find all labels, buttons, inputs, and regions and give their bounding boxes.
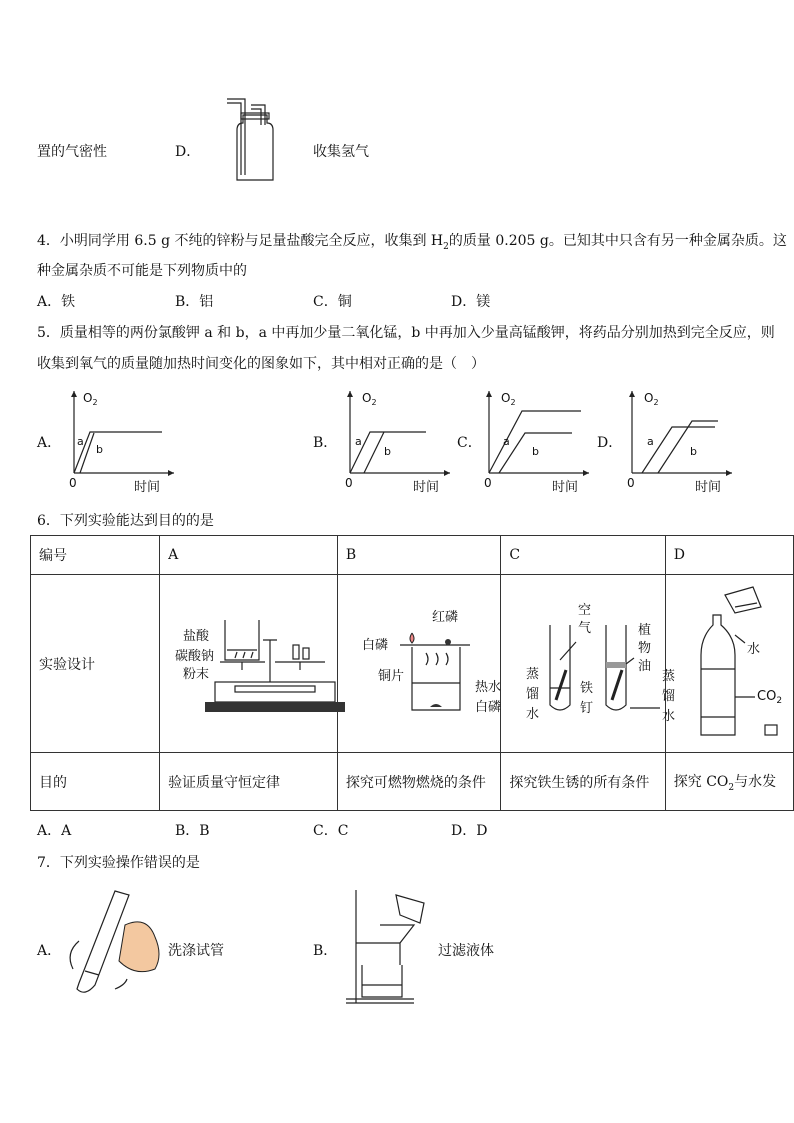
row-design-label: 实验设计 (31, 575, 160, 753)
graph-a-origin: 0 (69, 476, 77, 490)
graph-c-origin: 0 (484, 476, 492, 490)
label-powder: 粉末 (183, 667, 210, 682)
table-header-c: C (501, 536, 665, 575)
q3-option-d-label: D． (175, 144, 201, 160)
goal-cell-b: 探究可燃物燃烧的条件 (337, 753, 500, 811)
balance-figure (175, 600, 345, 720)
goal-cell-c: 探究铁生锈的所有条件 (501, 753, 665, 811)
label-air-1: 空 (578, 603, 592, 618)
table-header-a: A (160, 536, 338, 575)
graph-a-x-label: 时间 (134, 480, 161, 495)
graph-b-curve-a: a (355, 435, 362, 448)
graph-c-curve-a: a (503, 435, 510, 448)
q4-stem-line2: 种金属杂质不可能是下列物质中的 (37, 263, 247, 279)
test-tube-washing-figure (55, 885, 175, 1005)
table-header-d: D (665, 536, 793, 575)
graph-c-x-label: 时间 (552, 480, 579, 495)
q7-option-a-label: A． (37, 943, 62, 959)
label-water: 水 (747, 642, 761, 657)
goal-cell-d: 探究 $CO_2$与水发 (665, 753, 793, 811)
label-water-2c: 水 (662, 709, 676, 724)
q5-stem-line1: 5．质量相等的两份氯酸钾 a 和 b，a 中再加少量二氧化锰，b 中再加入少量高锰酸钾，将药品分别加热到完全反应，则 (37, 325, 775, 341)
graph-c-curve-b: b (532, 445, 539, 458)
graph-a (62, 385, 182, 495)
q4-option-c: C．铜 (313, 294, 352, 310)
q3-option-d-text: 收集氢气 (313, 144, 369, 160)
q4-option-a: A．铁 (37, 294, 76, 310)
q3-option-c-text: 置的气密性 (37, 144, 107, 160)
label-oil-3: 油 (638, 659, 652, 674)
q6-option-b: B．B (175, 823, 210, 839)
q5-stem-line2: 收集到氧气的质量随加热时间变化的图象如下，其中相对正确的是（ ） (37, 356, 485, 372)
label-oil-2: 物 (638, 641, 652, 656)
q6-option-d: D．D (451, 823, 488, 839)
label-hcl: 盐酸 (183, 629, 210, 644)
q7-option-b-text: 过滤液体 (438, 943, 494, 959)
graph-d-y-label: $O_2$ (644, 391, 659, 407)
graph-d-curve-a: a (647, 435, 654, 448)
graph-a-curve-b: b (96, 443, 103, 456)
label-water-2a: 蒸 (662, 669, 676, 684)
q7-option-a-text: 洗涤试管 (168, 943, 224, 959)
label-oil-1: 植 (638, 623, 652, 638)
q7-option-b-label: B． (313, 943, 338, 959)
label-water-1a: 蒸 (526, 667, 540, 682)
graph-b-x-label: 时间 (413, 480, 440, 495)
combustion-figure (360, 605, 520, 720)
graph-b-curve-b: b (384, 445, 391, 458)
rusting-figure (520, 600, 690, 725)
graph-d (620, 385, 740, 495)
graph-b-origin: 0 (345, 476, 353, 490)
label-nail-2: 钉 (580, 701, 594, 716)
q7-stem: 7．下列实验操作错误的是 (37, 855, 200, 871)
label-nail-1: 铁 (580, 681, 594, 696)
gas-bottle-figure (225, 95, 285, 185)
label-water-1c: 水 (526, 707, 540, 722)
q5-option-c-label: C． (457, 435, 482, 451)
graph-c-y-label: $O_2$ (501, 391, 516, 407)
q4-option-d: D．镁 (451, 294, 491, 310)
q4-option-b: B．铝 (175, 294, 214, 310)
filtration-figure (340, 885, 440, 1010)
table-header-number: 编号 (31, 536, 160, 575)
q6-option-c: C．C (313, 823, 349, 839)
goal-cell-a: 验证质量守恒定律 (160, 753, 338, 811)
label-water-1b: 馏 (526, 687, 540, 702)
graph-a-curve-a: a (77, 435, 84, 448)
table-header-b: B (337, 536, 500, 575)
label-water-2b: 馏 (662, 689, 676, 704)
q5-option-a-label: A． (37, 435, 62, 451)
label-hot-water: 热水 (475, 680, 502, 695)
label-red-phosphorus: 红磷 (432, 610, 459, 625)
graph-d-x-label: 时间 (695, 480, 722, 495)
q5-option-b-label: B． (313, 435, 338, 451)
graph-d-curve-b: b (690, 445, 697, 458)
label-air-2: 气 (578, 621, 592, 636)
label-na2co3: 碳酸钠 (175, 649, 215, 664)
co2-bottle-figure (695, 585, 794, 745)
label-white-phosphorus-top: 白磷 (362, 638, 389, 653)
graph-b-y-label: $O_2$ (362, 391, 377, 407)
label-white-phosphorus-bottom: 白磷 (475, 700, 502, 715)
q6-option-a: A．A (37, 823, 72, 839)
q5-option-d-label: D． (597, 435, 623, 451)
graph-a-y-label: $O_2$ (83, 391, 98, 407)
graph-d-origin: 0 (627, 476, 635, 490)
label-copper-sheet: 铜片 (378, 669, 405, 684)
q4-stem-line1: 4．小明同学用 6.5 g 不纯的锌粉与足量盐酸完全反应，收集到 $H_2$的质量 0.205 g。已知其中只含有另一种金属杂质。这 (37, 233, 787, 252)
q6-stem: 6．下列实验能达到目的的是 (37, 513, 214, 529)
row-goal-label: 目的 (31, 753, 160, 811)
label-co2: $CO_2$ (757, 689, 783, 706)
graph-b (338, 385, 458, 495)
graph-c (477, 385, 597, 495)
